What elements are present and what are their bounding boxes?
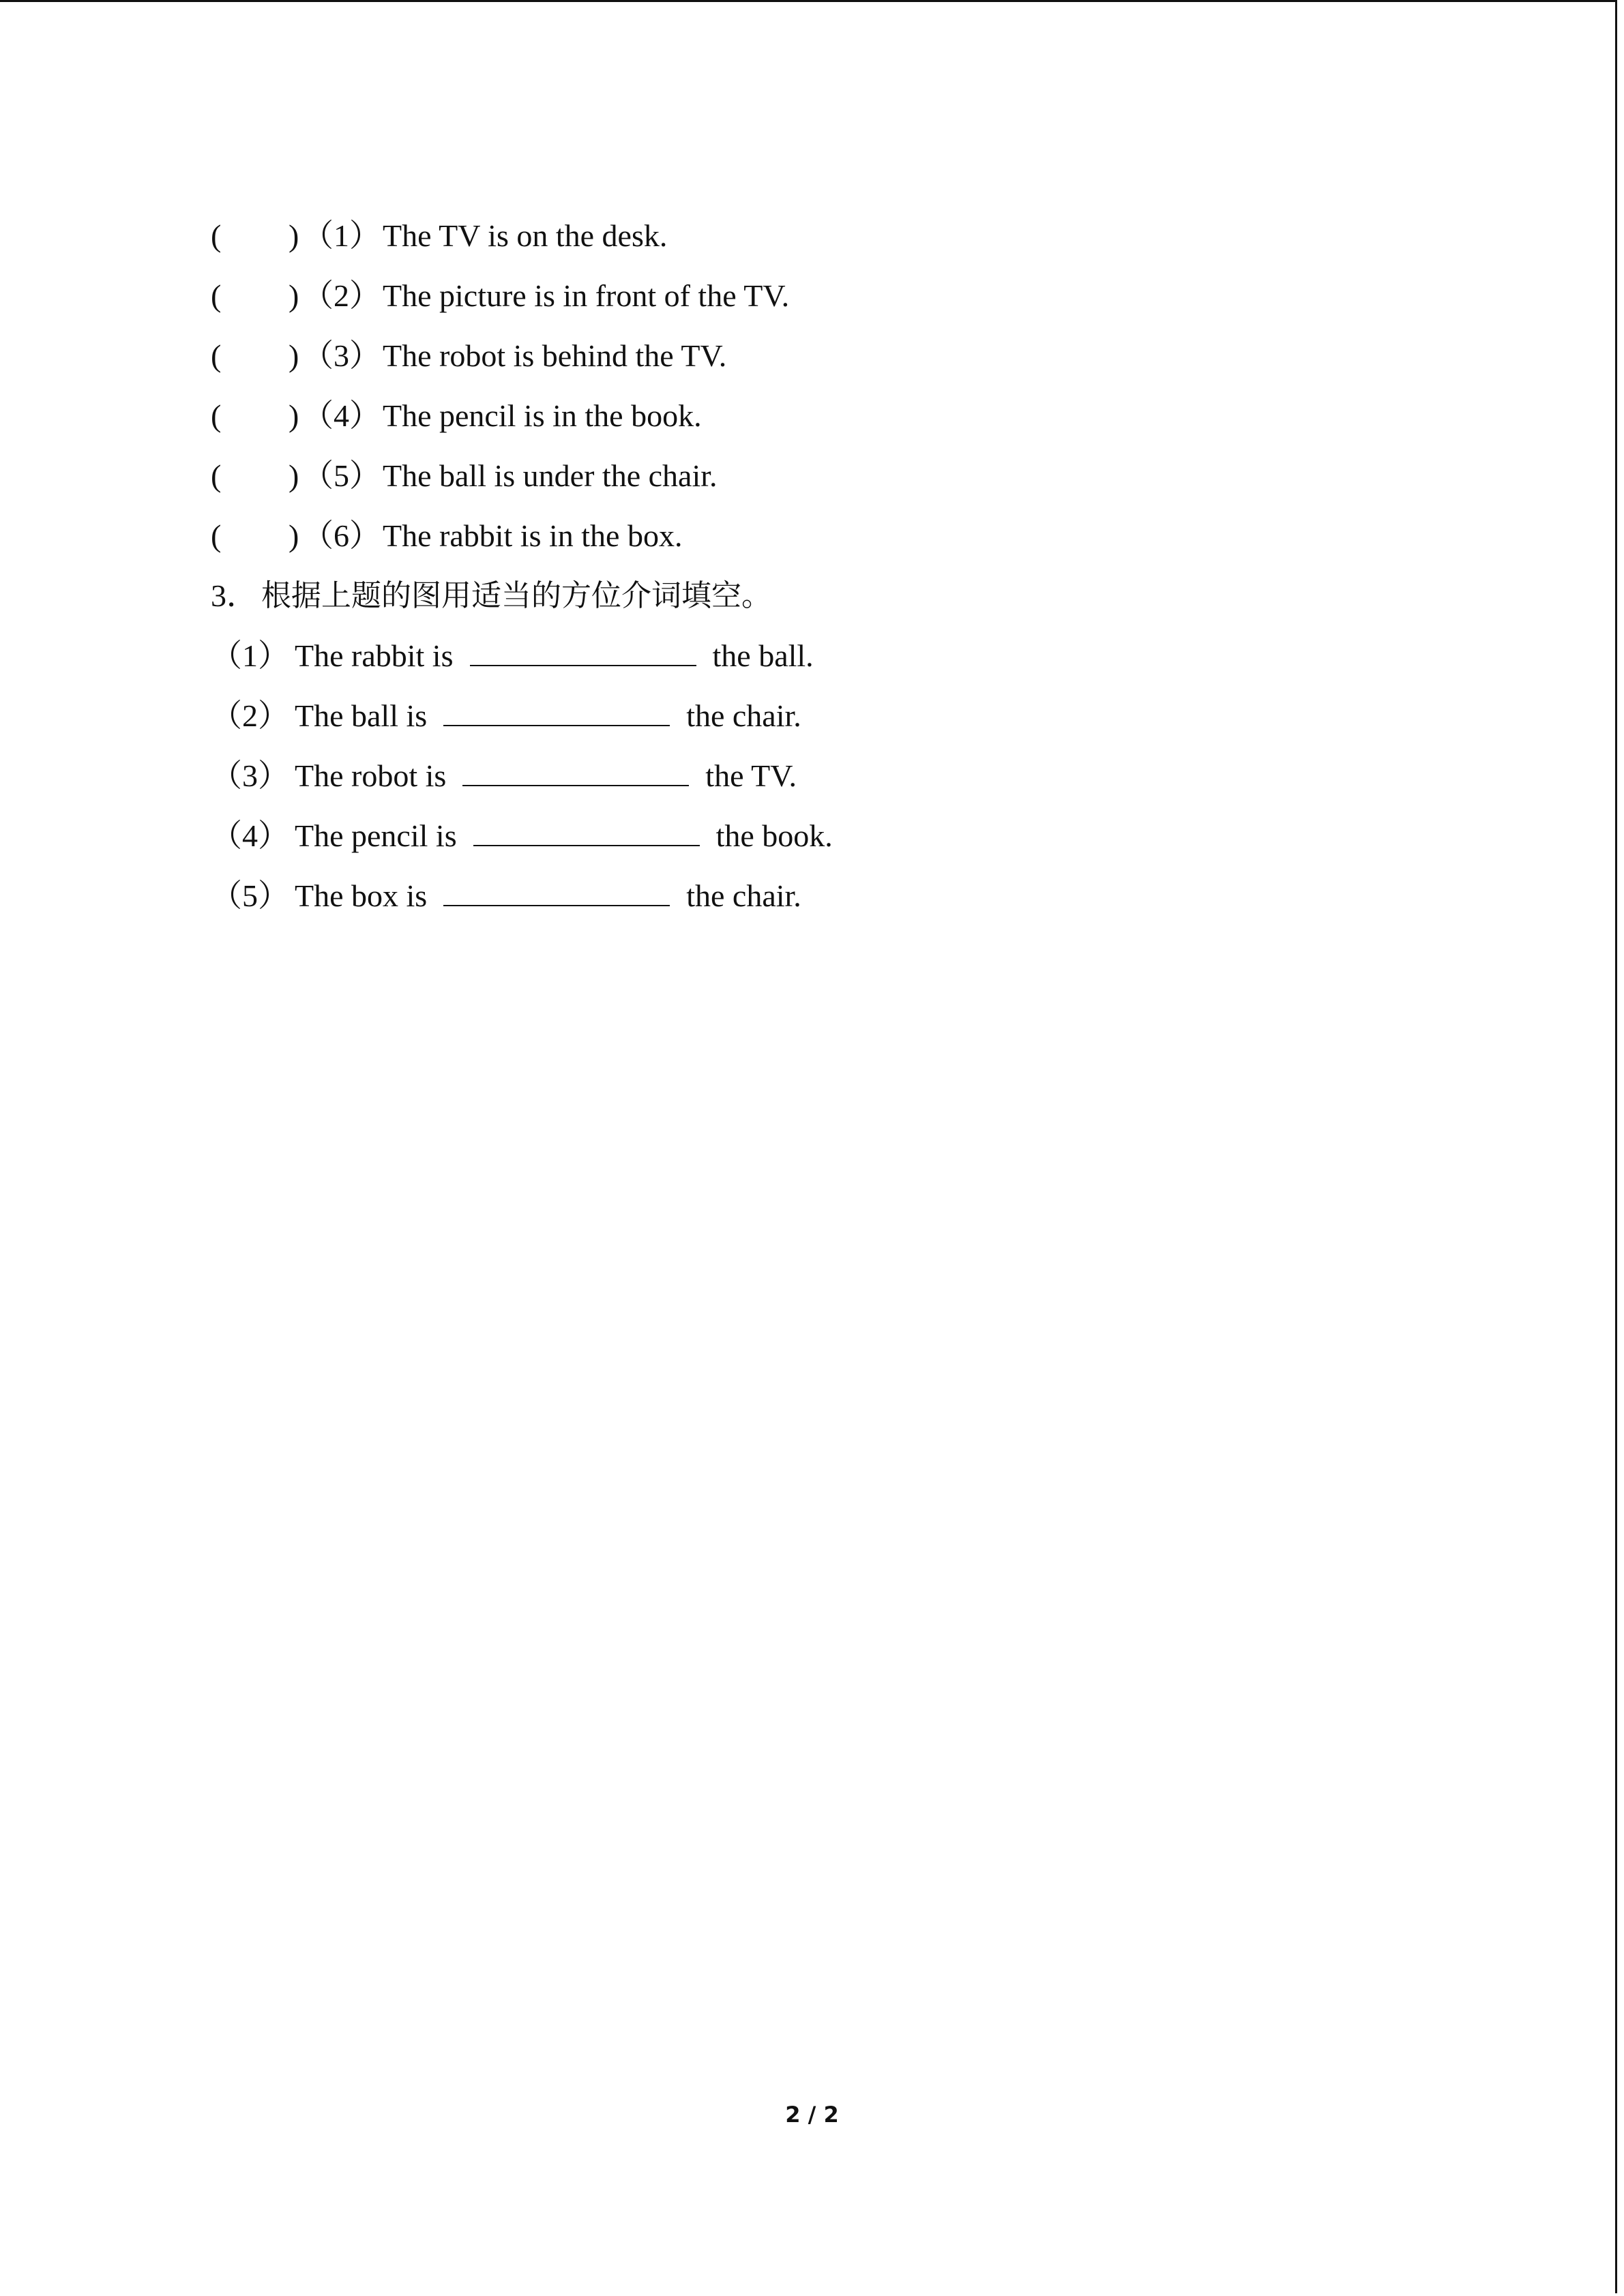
item-number: （4） bbox=[211, 818, 289, 853]
sentence-start: The rabbit is bbox=[295, 638, 454, 673]
answer-blank[interactable] bbox=[462, 752, 689, 786]
fill-in-item-4 bbox=[208, 811, 1231, 871]
answer-blank[interactable] bbox=[473, 812, 700, 846]
answer-blank[interactable] bbox=[443, 872, 670, 906]
item-sentence: The ball is under the chair. bbox=[383, 458, 718, 493]
answer-paren-close: ) bbox=[289, 218, 299, 253]
answer-paren-close: ) bbox=[289, 278, 299, 313]
item-number: （5） bbox=[302, 458, 381, 493]
answer-paren-open: ( bbox=[211, 278, 222, 313]
true-false-item-3 bbox=[208, 331, 1231, 391]
item-number: （2） bbox=[302, 278, 381, 313]
answer-paren-close: ) bbox=[289, 518, 299, 553]
section-instruction: 根据上题的图用适当的方位介词填空。 bbox=[261, 578, 771, 613]
item-number: （1） bbox=[211, 638, 289, 673]
true-false-item-2 bbox=[208, 271, 1231, 331]
item-number: （4） bbox=[302, 398, 381, 433]
fill-in-item-5 bbox=[208, 871, 1231, 931]
section-number: 3． bbox=[211, 578, 258, 613]
sentence-start: The pencil is bbox=[295, 818, 457, 853]
fill-sentence bbox=[295, 871, 801, 921]
answer-blank[interactable] bbox=[470, 632, 696, 666]
true-false-item-1 bbox=[208, 211, 1231, 271]
item-number: （5） bbox=[211, 878, 289, 913]
fill-in-item-3 bbox=[208, 751, 1231, 811]
page-number: 2 / 2 bbox=[785, 2102, 839, 2128]
fill-sentence bbox=[295, 751, 797, 801]
sentence-end: the book. bbox=[715, 818, 833, 853]
item-number: （6） bbox=[302, 518, 381, 553]
item-sentence: The TV is on the desk. bbox=[383, 218, 668, 253]
sentence-end: the ball. bbox=[712, 638, 814, 673]
sentence-start: The robot is bbox=[295, 758, 447, 793]
fill-in-item-1 bbox=[208, 631, 1231, 691]
sentence-end: the chair. bbox=[686, 698, 801, 733]
item-sentence: The pencil is in the book. bbox=[383, 398, 702, 433]
fill-sentence bbox=[295, 691, 801, 741]
sentence-start: The box is bbox=[295, 878, 428, 913]
answer-paren-open: ( bbox=[211, 338, 222, 373]
item-sentence: The rabbit is in the box. bbox=[383, 518, 683, 553]
answer-paren-close: ) bbox=[289, 458, 299, 493]
fill-sentence bbox=[295, 811, 833, 861]
true-false-item-4 bbox=[208, 391, 1231, 451]
true-false-item-6 bbox=[208, 511, 1231, 571]
answer-paren-open: ( bbox=[211, 518, 222, 553]
item-sentence: The picture is in front of the TV. bbox=[383, 278, 790, 313]
sentence-start: The ball is bbox=[295, 698, 428, 733]
fill-sentence bbox=[295, 631, 814, 681]
answer-paren-close: ) bbox=[289, 398, 299, 433]
sentence-end: the chair. bbox=[686, 878, 801, 913]
worksheet-content bbox=[208, 211, 1231, 931]
fill-in-item-2 bbox=[208, 691, 1231, 751]
answer-blank[interactable] bbox=[443, 692, 670, 726]
item-number: （1） bbox=[302, 218, 381, 253]
answer-paren-open: ( bbox=[211, 218, 222, 253]
answer-paren-open: ( bbox=[211, 398, 222, 433]
true-false-item-5 bbox=[208, 451, 1231, 511]
item-number: （3） bbox=[302, 338, 381, 373]
item-number: （3） bbox=[211, 758, 289, 793]
sentence-end: the TV. bbox=[705, 758, 797, 793]
item-sentence: The robot is behind the TV. bbox=[383, 338, 727, 373]
answer-paren-open: ( bbox=[211, 458, 222, 493]
item-number: （2） bbox=[211, 698, 289, 733]
section-3-heading bbox=[208, 571, 1231, 631]
answer-paren-close: ) bbox=[289, 338, 299, 373]
